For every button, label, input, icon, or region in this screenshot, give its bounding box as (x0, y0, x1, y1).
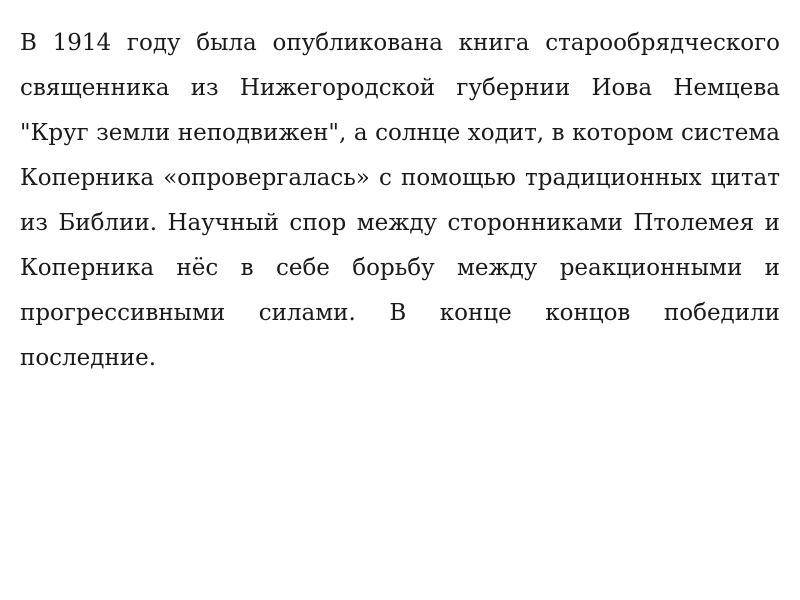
body-paragraph: В 1914 году была опубликована книга старообрядческого священника из Нижегородской губернии Иова Немцева "Круг земли неподвижен", а солнце ходит, в котором система Коперника «опровергалась» с помощью традиционных цитат из Библии. Научный спор между сторонниками Птолемея и Коперника нёс в себе борьбу между реакционными и прогрессивными силами. В конце концов победили последние. (20, 30, 780, 371)
